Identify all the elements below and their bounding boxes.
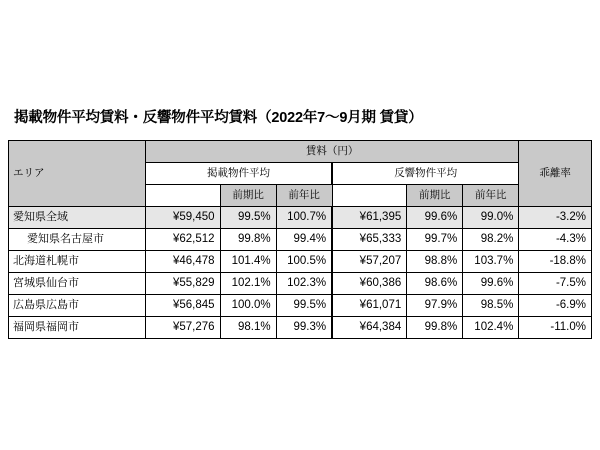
cell-response-prev-period: 98.6% xyxy=(407,273,463,295)
cell-posted-avg: ¥57,276 xyxy=(145,317,220,339)
cell-gap: -7.5% xyxy=(519,273,592,295)
cell-posted-prev-period: 100.0% xyxy=(220,295,276,317)
cell-posted-prev-year: 99.3% xyxy=(276,317,332,339)
header-rent-group: 賃料（円） xyxy=(145,141,518,163)
cell-response-prev-year: 99.6% xyxy=(463,273,519,295)
rent-table xyxy=(8,140,592,339)
cell-response-prev-year: 98.5% xyxy=(463,295,519,317)
cell-gap: -18.8% xyxy=(519,251,592,273)
cell-response-prev-period: 98.8% xyxy=(407,251,463,273)
cell-posted-prev-period: 102.1% xyxy=(220,273,276,295)
header-response-prev-period: 前期比 xyxy=(407,185,463,207)
cell-response-prev-period: 99.8% xyxy=(407,317,463,339)
header-posted-avg-blank xyxy=(145,185,220,207)
cell-response-avg: ¥57,207 xyxy=(332,251,407,273)
cell-response-prev-year: 98.2% xyxy=(463,229,519,251)
cell-response-avg: ¥64,384 xyxy=(332,317,407,339)
cell-posted-prev-year: 99.4% xyxy=(276,229,332,251)
cell-response-prev-year: 102.4% xyxy=(463,317,519,339)
header-area: エリア xyxy=(9,141,146,207)
cell-posted-avg: ¥55,829 xyxy=(145,273,220,295)
table-header-row-1 xyxy=(9,141,592,163)
cell-posted-prev-year: 99.5% xyxy=(276,295,332,317)
rent-table-container xyxy=(8,140,592,339)
cell-gap: -11.0% xyxy=(519,317,592,339)
cell-response-avg: ¥61,395 xyxy=(332,207,407,229)
header-posted-group: 掲載物件平均 xyxy=(145,163,332,185)
cell-response-prev-period: 99.7% xyxy=(407,229,463,251)
table-row xyxy=(9,273,592,295)
cell-response-avg: ¥60,386 xyxy=(332,273,407,295)
cell-gap: -6.9% xyxy=(519,295,592,317)
cell-posted-prev-period: 101.4% xyxy=(220,251,276,273)
cell-posted-prev-period: 99.5% xyxy=(220,207,276,229)
cell-response-avg: ¥65,333 xyxy=(332,229,407,251)
table-row xyxy=(9,207,592,229)
header-response-avg-blank xyxy=(332,185,407,207)
cell-area: 愛知県全域 xyxy=(9,207,146,229)
cell-response-prev-year: 99.0% xyxy=(463,207,519,229)
header-posted-prev-year: 前年比 xyxy=(276,185,332,207)
cell-area: 福岡県福岡市 xyxy=(9,317,146,339)
table-row xyxy=(9,251,592,273)
cell-posted-avg: ¥46,478 xyxy=(145,251,220,273)
cell-posted-avg: ¥56,845 xyxy=(145,295,220,317)
cell-posted-prev-period: 98.1% xyxy=(220,317,276,339)
cell-response-prev-year: 103.7% xyxy=(463,251,519,273)
cell-response-avg: ¥61,071 xyxy=(332,295,407,317)
header-posted-prev-period: 前期比 xyxy=(220,185,276,207)
cell-area: 宮城県仙台市 xyxy=(9,273,146,295)
table-row xyxy=(9,317,592,339)
cell-response-prev-period: 97.9% xyxy=(407,295,463,317)
table-row xyxy=(9,295,592,317)
cell-posted-prev-period: 99.8% xyxy=(220,229,276,251)
cell-posted-prev-year: 100.5% xyxy=(276,251,332,273)
header-gap: 乖離率 xyxy=(519,141,592,207)
cell-posted-avg: ¥59,450 xyxy=(145,207,220,229)
header-response-prev-year: 前年比 xyxy=(463,185,519,207)
cell-gap: -3.2% xyxy=(519,207,592,229)
cell-area: 広島県広島市 xyxy=(9,295,146,317)
cell-response-prev-period: 99.6% xyxy=(407,207,463,229)
cell-posted-prev-year: 102.3% xyxy=(276,273,332,295)
cell-area: 北海道札幌市 xyxy=(9,251,146,273)
table-row xyxy=(9,229,592,251)
cell-gap: -4.3% xyxy=(519,229,592,251)
cell-area: 愛知県名古屋市 xyxy=(9,229,146,251)
header-response-group: 反響物件平均 xyxy=(332,163,519,185)
page-title: 掲載物件平均賃料・反響物件平均賃料（2022年7〜9月期 賃貸） xyxy=(14,110,423,126)
cell-posted-prev-year: 100.7% xyxy=(276,207,332,229)
cell-posted-avg: ¥62,512 xyxy=(145,229,220,251)
